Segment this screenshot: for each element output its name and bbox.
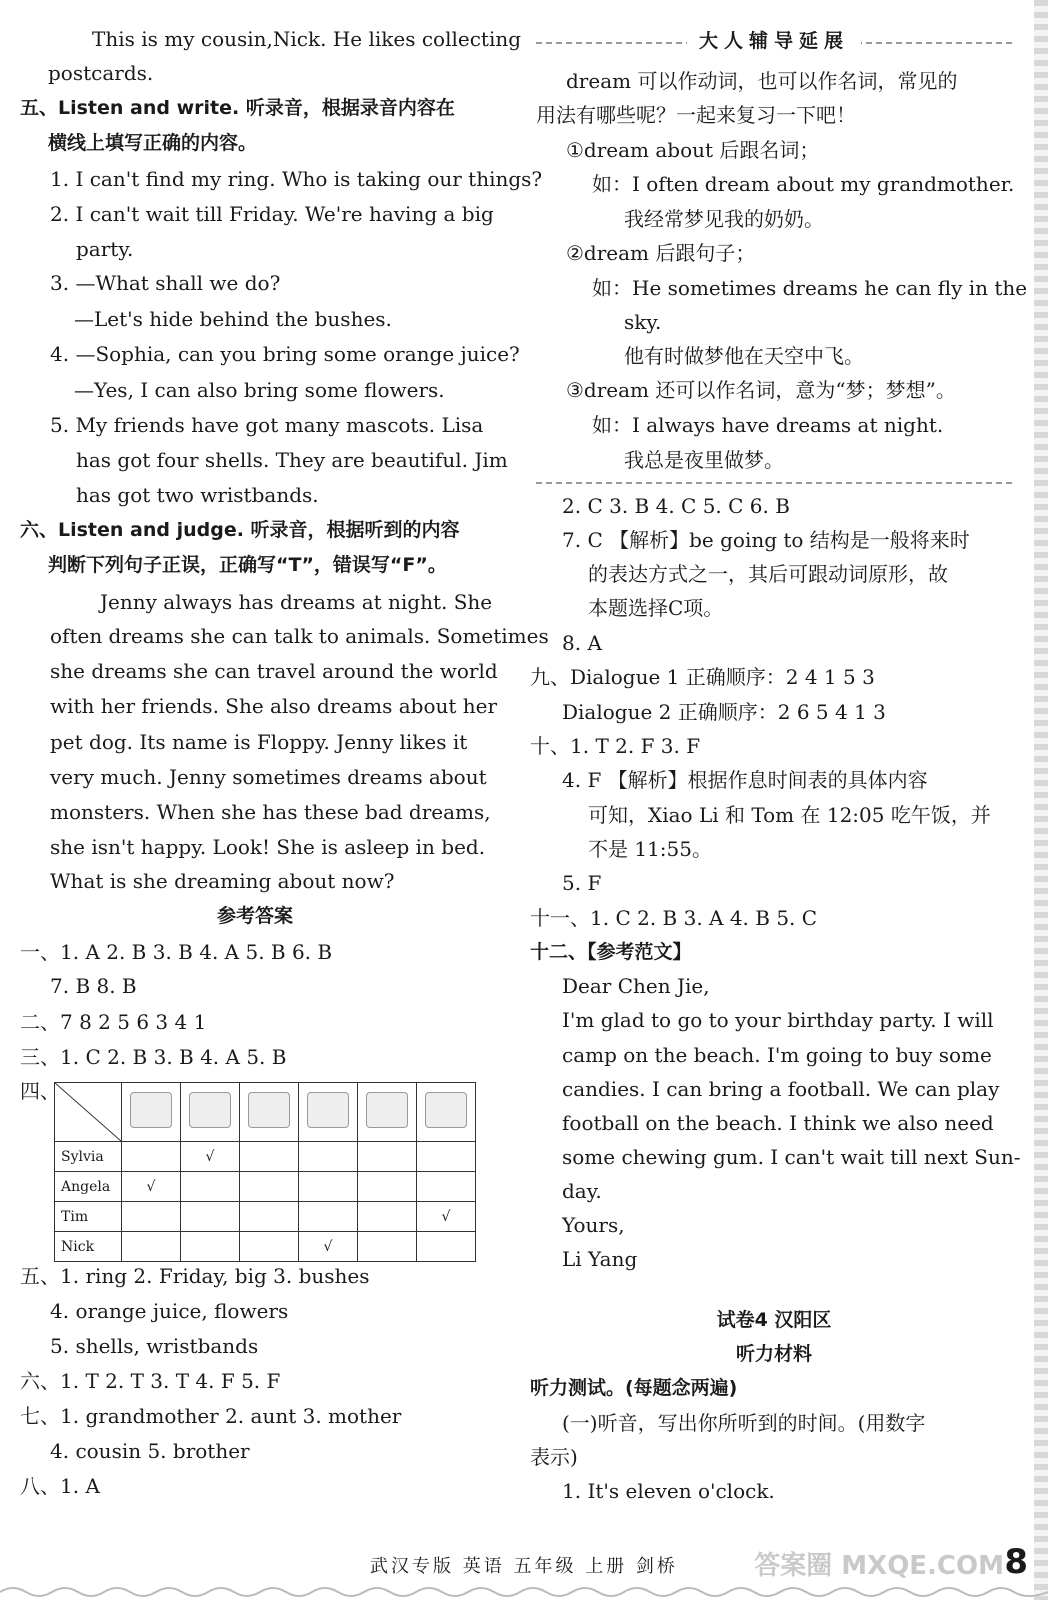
text-line: 如：I often dream about my grandmother. — [592, 172, 1015, 196]
watermark: 答案圈 MXQE.COM — [754, 1551, 1004, 1581]
text-line: very much. Jenny sometimes dreams about — [50, 765, 487, 789]
text-line: 如：He sometimes dreams he can fly in the — [592, 276, 1028, 300]
mark-cell — [181, 1232, 240, 1262]
picture-cell — [417, 1083, 476, 1142]
text-line: dream 可以作动词，也可以作名词，常见的 — [566, 69, 958, 93]
text-line: 4. cousin 5. brother — [50, 1439, 250, 1463]
text-line: 二、7 8 2 5 6 3 4 1 — [20, 1010, 207, 1034]
text-line: What is she dreaming about now? — [50, 869, 395, 893]
text-line: she dreams she can travel around the world — [50, 659, 498, 683]
mark-cell — [358, 1172, 417, 1202]
text-line: 四、 — [20, 1079, 60, 1103]
test-title: 试卷4 汉阳区 — [716, 1309, 832, 1331]
mark-cell: √ — [299, 1232, 358, 1262]
mark-cell: √ — [122, 1172, 181, 1202]
mark-cell: √ — [181, 1142, 240, 1172]
extension-title — [536, 26, 1012, 53]
text-line: day. — [562, 1179, 602, 1203]
text-line: with her friends. She also dreams about her — [50, 694, 498, 718]
text-line: 8. A — [562, 631, 602, 655]
row-name: Sylvia — [55, 1142, 122, 1172]
text-line: 3. —What shall we do? — [50, 271, 281, 295]
mark-cell — [417, 1142, 476, 1172]
text-line: 2. I can't wait till Friday. We're having a big — [50, 202, 494, 226]
text-line: 七、1. grandmother 2. aunt 3. mother — [20, 1404, 402, 1428]
text-line: Dear Chen Jie, — [562, 974, 710, 998]
text-line: 本题选择C项。 — [588, 596, 724, 620]
text-line: some chewing gum. I can't wait till next Sun- — [562, 1145, 1021, 1169]
mark-cell — [417, 1232, 476, 1262]
mark-cell — [299, 1172, 358, 1202]
text-line: 十一、1. C 2. B 3. A 4. B 5. C — [530, 906, 818, 930]
section-heading: 十二、【参考范文】 — [530, 941, 692, 963]
text-line: Jenny always has dreams at night. She — [100, 590, 493, 614]
mark-cell — [240, 1142, 299, 1172]
text-line: 的表达方式之一，其后可跟动词原形，故 — [588, 562, 948, 586]
text-line: 一、1. A 2. B 3. B 4. A 5. B 6. B — [20, 940, 333, 964]
row-name: Angela — [55, 1172, 122, 1202]
mark-cell — [122, 1232, 181, 1262]
mark-cell — [181, 1172, 240, 1202]
text-line: Li Yang — [562, 1247, 638, 1271]
text-line: ②dream 后跟句子； — [566, 241, 756, 265]
section-heading: 五、Listen and write. 听录音，根据录音内容在 — [20, 97, 455, 119]
text-line: 六、1. T 2. T 3. T 4. F 5. F — [20, 1369, 281, 1393]
page-edge-decoration — [1034, 0, 1048, 1600]
extension-bottom-divider — [536, 482, 1012, 484]
section-heading: 判断下列句子正误，正确写“T”，错误写“F”。 — [48, 554, 447, 576]
text-line: 可知，Xiao Li 和 Tom 在 12:05 吃午饭，并 — [588, 803, 991, 827]
text-line: —Let's hide behind the bushes. — [74, 307, 392, 331]
text-line: 7. C 【解析】be going to 结构是一般将来时 — [562, 528, 970, 552]
table-row — [55, 1232, 476, 1262]
text-line: candies. I can bring a football. We can play — [562, 1077, 1000, 1101]
text-line: postcards. — [48, 61, 154, 85]
row-name: Nick — [55, 1232, 122, 1262]
text-line: monsters. When she has these bad dreams, — [50, 800, 491, 824]
picture-icon — [248, 1092, 290, 1128]
text-line: has got four shells. They are beautiful. Jim — [76, 448, 508, 472]
section-heading: 横线上填写正确的内容。 — [48, 132, 258, 154]
page-number: 8 — [1004, 1542, 1028, 1582]
text-line: ③dream 还可以作名词，意为“梦；梦想”。 — [566, 378, 956, 402]
text-line: party. — [76, 237, 134, 261]
mark-cell — [417, 1172, 476, 1202]
mark-cell — [122, 1142, 181, 1172]
extension-title-text: 大人辅导延展 — [687, 30, 861, 52]
text-line: 我总是夜里做梦。 — [624, 448, 784, 472]
diagonal-line — [55, 1083, 121, 1141]
text-line: 5. F — [562, 871, 602, 895]
text-line: ①dream about 后跟名词； — [566, 138, 820, 162]
text-line: 4. orange juice, flowers — [50, 1299, 289, 1323]
bottom-wave-decoration — [0, 1582, 1048, 1600]
text-line: 如：I always have dreams at night. — [592, 413, 944, 437]
mark-cell — [358, 1142, 417, 1172]
mark-cell: √ — [417, 1202, 476, 1232]
mark-cell — [299, 1142, 358, 1172]
text-line: pet dog. Its name is Floppy. Jenny likes it — [50, 730, 468, 754]
text-line: camp on the beach. I'm going to buy some — [562, 1043, 992, 1067]
picture-icon — [307, 1092, 349, 1128]
table-corner-cell — [55, 1083, 122, 1142]
text-line: 五、1. ring 2. Friday, big 3. bushes — [20, 1264, 370, 1288]
table-header-row — [55, 1083, 476, 1142]
text-line: 十、1. T 2. F 3. F — [530, 734, 701, 758]
mark-cell — [358, 1232, 417, 1262]
text-line: This is my cousin,Nick. He likes collecting — [92, 27, 522, 51]
text-line: sky. — [624, 310, 662, 334]
mark-cell — [181, 1202, 240, 1232]
picture-icon — [130, 1092, 172, 1128]
text-line: (一)听音，写出你所听到的时间。(用数字 — [562, 1411, 926, 1435]
mark-cell — [122, 1202, 181, 1232]
picture-cell — [358, 1083, 417, 1142]
text-line: 他有时做梦他在天空中飞。 — [624, 344, 864, 368]
text-line: Dialogue 2 正确顺序：2 6 5 4 1 3 — [562, 700, 886, 724]
text-line: 7. B 8. B — [50, 974, 137, 998]
mark-cell — [240, 1202, 299, 1232]
picture-icon — [366, 1092, 408, 1128]
text-line: 九、Dialogue 1 正确顺序：2 4 1 5 3 — [530, 665, 875, 689]
picture-icon — [425, 1092, 467, 1128]
picture-cell — [299, 1083, 358, 1142]
test-subtitle: 听力材料 — [735, 1343, 812, 1365]
text-line: 1. It's eleven o'clock. — [562, 1479, 775, 1503]
text-line: 三、1. C 2. B 3. B 4. A 5. B — [20, 1045, 287, 1069]
text-line: Yours, — [562, 1213, 625, 1237]
picture-icon — [189, 1092, 231, 1128]
text-line: 1. I can't find my ring. Who is taking our things? — [50, 167, 543, 191]
section-heading: 听力测试。(每题念两遍) — [530, 1377, 738, 1399]
text-line: she isn't happy. Look! She is asleep in bed. — [50, 835, 486, 859]
text-line: 5. My friends have got many mascots. Lisa — [50, 413, 484, 437]
picture-cell — [240, 1083, 299, 1142]
text-line: 5. shells, wristbands — [50, 1334, 259, 1358]
text-line: I'm glad to go to your birthday party. I will — [562, 1008, 994, 1032]
text-line: 2. C 3. B 4. C 5. C 6. B — [562, 494, 790, 518]
text-line: often dreams she can talk to animals. Sometimes — [50, 624, 549, 648]
picture-cell — [122, 1083, 181, 1142]
text-line: 4. F 【解析】根据作息时间表的具体内容 — [562, 768, 928, 792]
answers-heading: 参考答案 — [216, 905, 293, 927]
text-line: 八、1. A — [20, 1474, 100, 1498]
mark-cell — [240, 1172, 299, 1202]
text-line: —Yes, I can also bring some flowers. — [74, 378, 445, 402]
text-line: 我经常梦见我的奶奶。 — [624, 207, 824, 231]
page-footer: 武汉专版 英语 五年级 上册 剑桥 — [370, 1556, 678, 1577]
mark-cell — [358, 1202, 417, 1232]
answer-table — [54, 1082, 476, 1262]
mark-cell — [240, 1232, 299, 1262]
table-row — [55, 1142, 476, 1172]
text-line: football on the beach. I think we also need — [562, 1111, 994, 1135]
row-name: Tim — [55, 1202, 122, 1232]
picture-cell — [181, 1083, 240, 1142]
text-line: 用法有哪些呢？一起来复习一下吧！ — [536, 103, 856, 127]
text-line: 4. —Sophia, can you bring some orange juice? — [50, 342, 520, 366]
mark-cell — [299, 1202, 358, 1232]
table-row — [55, 1202, 476, 1232]
table-row — [55, 1172, 476, 1202]
text-line: 表示) — [530, 1445, 578, 1469]
text-line: 不是 11:55。 — [588, 837, 712, 861]
section-heading: 六、Listen and judge. 听录音，根据听到的内容 — [20, 519, 460, 541]
text-line: has got two wristbands. — [76, 483, 319, 507]
